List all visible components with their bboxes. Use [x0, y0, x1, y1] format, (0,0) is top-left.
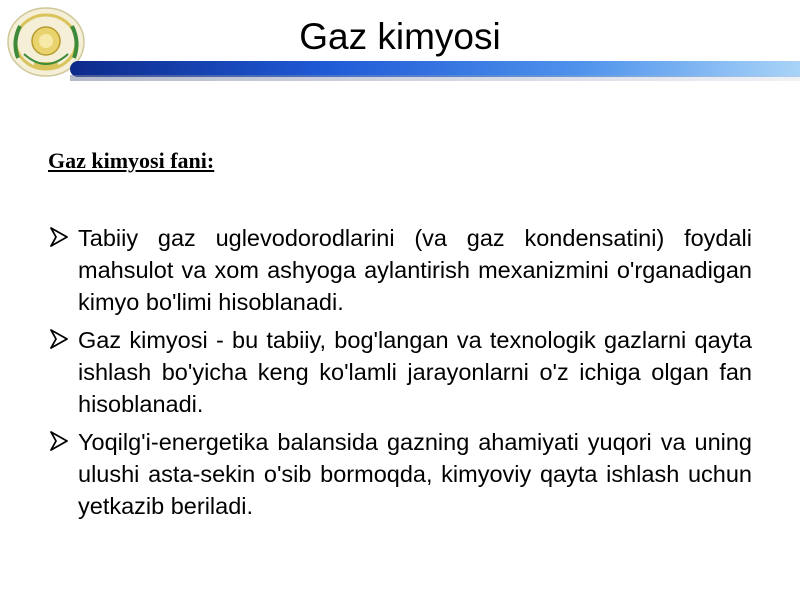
slide-title: Gaz kimyosi	[299, 16, 501, 57]
bullet-text: Yoqilg'i-energetika balansida gazning ahamiyati yuqori va uning ulushi asta-sekin o'sib bormoqda, kimyoviy qayta ishlash uchun yetkazib beriladi.	[78, 429, 752, 519]
list-item	[48, 324, 752, 420]
list-item	[48, 222, 752, 318]
bullet-text: Tabiiy gaz uglevodorodlarini (va gaz kondensatini) foydali mahsulot va xom ashyoga aylantirish mexanizmini o'rganadigan kimyo bo'limi hisoblanadi.	[78, 225, 752, 315]
arrow-bullet-icon	[48, 222, 78, 254]
slide-subtitle: Gaz kimyosi fani:	[48, 148, 215, 173]
bullet-list	[48, 222, 752, 528]
arrow-bullet-icon	[48, 324, 78, 356]
bullet-text: Gaz kimyosi - bu tabiiy, bog'langan va texnologik gazlarni qayta ishlash bo'yicha keng ko'lamli jarayonlarni o'z ichiga olgan fan hisoblanadi.	[78, 327, 752, 417]
arrow-bullet-icon	[48, 426, 78, 458]
list-item	[48, 426, 752, 522]
header-bar-shadow	[70, 75, 800, 81]
